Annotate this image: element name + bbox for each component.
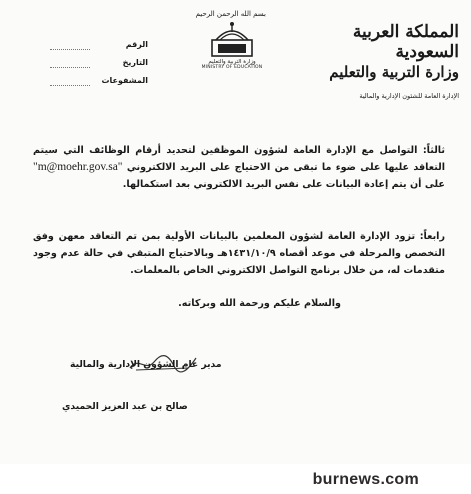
ministry-emblem-icon (210, 20, 254, 58)
paragraph-four: رابعاً: تزود الإدارة العامة لشؤون المعلمين بالبيانات الأولية بمن تم التعاقد معهن وفق التخصص والمرحلة في موعد أقصاه ١٤٣١/١٠/٩هـ وبالاحتياج المتبقي في حالة عدم وجود متقدمات له، من خلال برنامج التواصل الالكتروني الخاص بالمعلمات. (33, 231, 445, 276)
email-address: "m@moehr.gov.sa" (33, 161, 123, 173)
letterhead-right (309, 22, 459, 100)
ministry-name: وزارة التربية والتعليم (329, 63, 459, 81)
emblem-caption-arabic: وزارة التربية والتعليم (208, 59, 256, 65)
date-line (50, 67, 90, 68)
attachments-label: المشفوعات (101, 76, 148, 85)
paragraph-three-text-end: على أن يتم إعادة البيانات على نفس البريد الالكتروني بعد استكمالها. (122, 179, 445, 190)
number-label: الرقم (125, 40, 148, 49)
letterhead-center (195, 10, 266, 70)
department-name: الإدارة العامة للشئون الإدارية والمالية (359, 92, 459, 100)
basmala-calligraphy: بسم الله الرحمن الرحيم (195, 10, 266, 18)
source-watermark: burnews.com (312, 471, 419, 488)
date-label: التاريخ (122, 58, 148, 67)
emblem-caption-english: MINISTRY OF EDUCATION (201, 65, 263, 70)
paragraph-three-text: ثالثاً: التواصل مع الإدارة العامة لشؤون الموظفين لتحديد أرقام الوظائف التي سيتم التعاقد عليها على ضوء ما تبقى من الاحتياج على البريد الالكتروني (33, 145, 445, 173)
attachments-line (50, 85, 90, 86)
paragraph-three (33, 142, 445, 193)
kingdom-name: المملكة العربية السعودية (352, 22, 459, 62)
footer-band (0, 464, 471, 494)
number-line (50, 49, 90, 50)
closing-greeting: والسلام عليكم ورحمة الله وبركاته. (178, 298, 341, 309)
signatory-title: مدير عام الشؤون الإدارية والمالية (70, 359, 222, 370)
signatory-name: صالح بن عبد العزيز الحميدي (62, 401, 188, 412)
